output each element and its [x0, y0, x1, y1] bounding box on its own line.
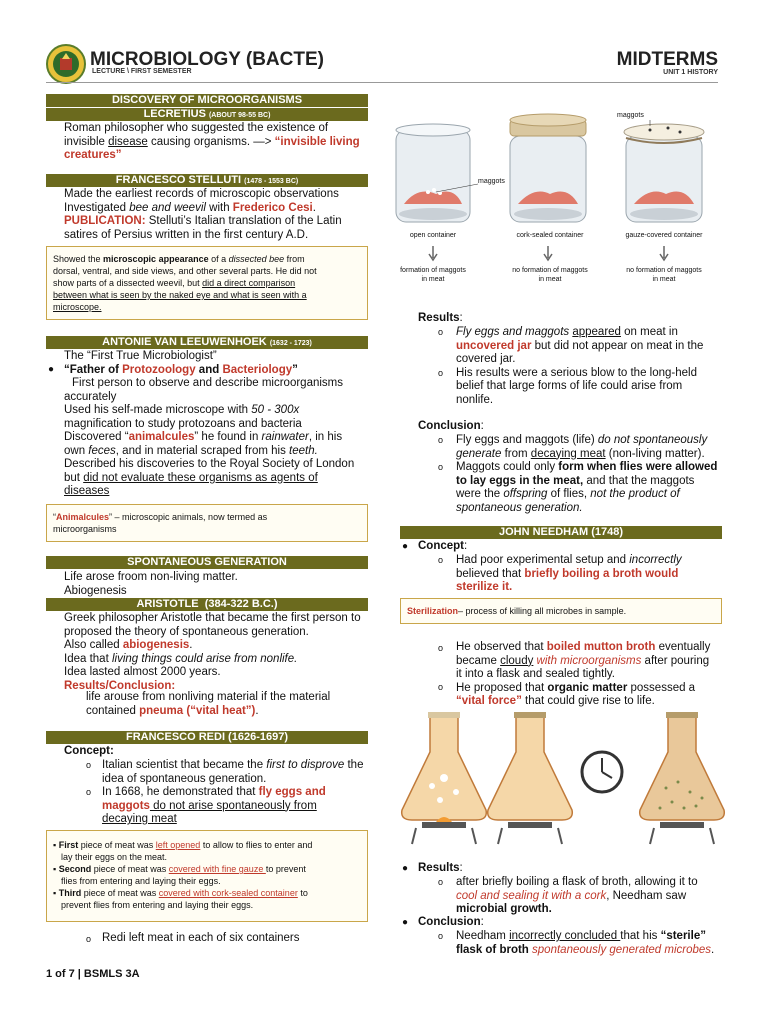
text-line: cool and sealing it with a cork, Needham saw	[456, 889, 687, 902]
text-line: First person to observe and describe microorganisms	[72, 377, 344, 389]
text-line: Abiogenesis	[64, 584, 127, 597]
section-heading-leeuwenhoek: ANTONIE VAN LEEUWENHOEK (1632 - 1723)	[46, 336, 368, 349]
needham-concept	[456, 554, 722, 595]
text-line: Concept:	[64, 745, 114, 757]
section-heading-needham: JOHN NEEDHAM (1748)	[400, 526, 722, 539]
text-line: Discovered “animalcules” he found in rainwater, in his	[64, 431, 343, 443]
circle-bullet-icon: o	[438, 877, 444, 887]
circle-bullet-icon: o	[86, 760, 92, 770]
section-heading-spontaneous: SPONTANEOUS GENERATION	[46, 556, 368, 569]
text-line: idea of spontaneous generation.	[102, 772, 267, 785]
needham-flask-figure	[396, 712, 728, 846]
text-line: Made the earliest records of microscopic observations	[64, 188, 339, 200]
section-heading-redi: FRANCESCO REDI (1626-1697)	[46, 731, 368, 744]
redi-six-containers: Redi left meat in each of six containers	[102, 932, 300, 944]
cork-sealed-jar	[510, 114, 586, 222]
text-line: Life arose froom non-living matter.	[64, 571, 238, 583]
open-jar	[396, 124, 470, 222]
header-divider	[46, 82, 718, 83]
text-line: diseases	[64, 485, 110, 497]
text-line: creatures”	[64, 149, 122, 161]
jar-outcome-1: formation of maggots in meat	[400, 267, 466, 283]
stelluti-note-box	[46, 246, 368, 320]
circle-bullet-icon: o	[438, 327, 444, 337]
page-footer: 1 of 7 | BSMLS 3A	[46, 968, 140, 980]
aristotle-result	[86, 691, 368, 718]
jar-label-cork: cork-sealed container	[516, 232, 584, 239]
text-line: magnification to study protozoans and bacteria	[64, 417, 302, 430]
circle-bullet-icon: o	[438, 643, 444, 653]
text-line: uncovered jar but did not appear on meat in the	[456, 339, 704, 352]
text-line: Results/Conclusion:	[64, 679, 176, 692]
stelluti-text	[64, 188, 368, 242]
sterilization-note-box: Sterilization– process of killing all microbes in sample.	[400, 598, 722, 624]
circle-bullet-icon: o	[438, 555, 444, 565]
jar-label-open: open container	[409, 232, 457, 239]
text-line: flies from entering and laying their eggs.	[61, 876, 221, 886]
text-line: Fly eggs and maggots (life) do not spontaneously	[456, 434, 708, 446]
section-heading-stelluti: FRANCESCO STELLUTI (1478 - 1553 BC)	[46, 174, 368, 187]
clock-icon	[582, 752, 622, 792]
text-line: accurately	[64, 390, 117, 403]
circle-bullet-icon: o	[438, 435, 444, 445]
text-line: microorganisms	[53, 524, 117, 534]
cloudy-flask	[640, 712, 725, 844]
redi-results	[456, 326, 722, 407]
text-line: Described his discoveries to the Royal Society of London	[64, 458, 355, 470]
gauze-covered-jar	[624, 124, 704, 222]
leeuwenhoek-text	[64, 350, 368, 499]
text-line: His results were a serious blow to the long-held	[456, 366, 697, 379]
needham-conclusion-label: Conclusion:	[418, 916, 484, 928]
redi-concept	[64, 745, 368, 759]
maggots-label-top: maggots	[617, 112, 644, 119]
bullet-icon: ●	[402, 863, 409, 874]
needham-conclusion	[456, 930, 722, 957]
bullet-icon: ●	[48, 364, 55, 375]
text-line: belief that large forms of life could arise from	[456, 380, 683, 392]
text-line: Greek philosopher Aristotle that became the first person to	[64, 612, 361, 624]
text-line: show parts of a dissected weevil, but did a direct comparison	[53, 278, 296, 288]
text-line: Showed the microscopic appearance of a dissected bee from	[53, 254, 305, 264]
text-line: nonlife.	[456, 393, 494, 406]
jar-label-gauze: gauze-covered container	[625, 232, 703, 239]
maggots-label-mid: maggots	[478, 178, 505, 185]
needham-concept-label: Concept:	[418, 540, 468, 552]
text-line: Maggots could only form when flies were allowed	[456, 461, 718, 473]
text-line: but did not evaluate these organisms as agents of	[64, 471, 318, 484]
jar-outcome-2: no formation of maggots in meat	[512, 267, 588, 283]
circle-bullet-icon: o	[86, 934, 92, 944]
needham-results	[456, 876, 722, 917]
text-line: ▪ Third piece of meat was covered with cork-sealed container to	[53, 888, 308, 898]
document-subtitle: LECTURE \ FIRST SEMESTER	[92, 68, 192, 75]
text-line: maggots do not arise spontaneously from	[102, 799, 317, 812]
text-line: after briefly boiling a flask of broth, allowing it to	[456, 876, 698, 888]
redi-conclusion-label: Conclusion:	[418, 420, 484, 432]
text-line: Also called abiogenesis.	[64, 639, 193, 651]
section-heading-lecretius	[46, 108, 368, 121]
sealed-flask	[488, 712, 573, 844]
lecretius-name: LECRETIUS	[143, 108, 206, 120]
text-line: lay their eggs on the meat.	[61, 852, 168, 862]
text-line: Idea lasted almost 2000 years.	[64, 666, 221, 678]
circle-bullet-icon: o	[86, 787, 92, 797]
circle-bullet-icon: o	[438, 931, 444, 941]
circle-bullet-icon: o	[438, 682, 444, 692]
text-line: The “First True Microbiologist”	[64, 350, 217, 362]
text-line: between what is seen by the naked eye and what is seen with a	[53, 290, 307, 300]
text-line: “vital force” that could give rise to life.	[456, 695, 655, 707]
text-line: prevent flies from entering and laying their eggs.	[61, 900, 254, 910]
text-line: spontaneous generation.	[456, 501, 583, 514]
text-line: Fly eggs and maggots appeared on meat in	[456, 326, 678, 338]
text-line: it into a flask and sealed tightly.	[456, 668, 615, 680]
redi-meat-box	[46, 830, 368, 922]
text-line: PUBLICATION: Stelluti’s Italian translation of the Latin	[64, 215, 342, 227]
text-line: covered jar.	[456, 353, 516, 365]
text-line: He proposed that organic matter possessed a	[456, 681, 696, 694]
text-line: decaying meat	[102, 813, 177, 825]
section-heading-aristotle: ARISTOTLE (384-322 B.C.)	[46, 598, 368, 611]
animalcules-note-box	[46, 504, 368, 542]
text-line: Italian scientist that became the first to disprove the	[102, 759, 364, 771]
lecretius-text	[64, 122, 368, 163]
redi-concept-items	[102, 759, 368, 827]
text-line: dorsal, ventral, and side views, and other several parts. He did not	[53, 266, 317, 276]
text-line: Needham incorrectly concluded that his “sterile”	[456, 930, 706, 942]
unit-label: UNIT 1 HISTORY	[663, 69, 718, 76]
text-line: became cloudy with microorganisms after pouring	[456, 654, 710, 667]
bullet-icon: ●	[402, 541, 409, 552]
text-line: flask of broth spontaneously generated microbes.	[456, 943, 715, 956]
text-line: microbial growth.	[456, 903, 552, 915]
document-title: MICROBIOLOGY (BACTE)	[90, 49, 324, 70]
section-heading-discovery: DISCOVERY OF MICROORGANISMS	[46, 94, 368, 107]
text-line: were the offspring of flies, not the product of	[456, 488, 680, 500]
text-line: believed that briefly boiling a broth would	[456, 567, 679, 580]
aristotle-text	[64, 612, 368, 693]
text-line: In 1668, he demonstrated that fly eggs and	[102, 786, 326, 798]
text-line: Had poor experimental setup and incorrectly	[456, 554, 682, 566]
text-line: proposed the theory of spontaneous generation.	[64, 625, 309, 638]
text-line: generate from decaying meat (non-living matter).	[456, 447, 705, 460]
circle-bullet-icon: o	[438, 368, 444, 378]
text-line: life arouse from nonliving material if the material	[86, 691, 331, 703]
circle-bullet-icon: o	[438, 462, 444, 472]
text-line: to lay eggs in the meat, and that the maggots	[456, 474, 695, 487]
needham-observations	[456, 641, 722, 709]
redi-conclusion	[456, 434, 722, 515]
text-line: microscope.	[53, 302, 102, 312]
text-line: satires of Persius written in the first century A.D.	[64, 228, 309, 241]
text-line: ▪ Second piece of meat was covered with fine gauze to prevent	[53, 864, 306, 874]
redi-results-label: Results:	[418, 312, 463, 324]
text-line: Used his self-made microscope with 50 - 300x	[64, 404, 300, 416]
text-line: contained pneuma (“vital heat”).	[86, 704, 259, 717]
jar-outcome-3: no formation of maggots in meat	[626, 267, 702, 283]
text-line: Roman philosopher who suggested the existence of	[64, 122, 329, 134]
exam-title: MIDTERMS	[616, 49, 718, 70]
text-line: own feces, and in material scraped from his teeth.	[64, 444, 318, 457]
lecretius-years: (ABOUT 98-55 BC)	[208, 112, 271, 119]
spontaneous-text	[64, 571, 368, 598]
redi-experiment-figure	[388, 106, 724, 292]
text-line: Investigated bee and weevil with Frederico Cesi.	[64, 201, 316, 214]
text-line: He observed that boiled mutton broth eventually	[456, 641, 711, 653]
boiling-flask	[402, 712, 487, 844]
text-line: sterilize it.	[456, 581, 513, 593]
text-line: Idea that living things could arise from nonlife.	[64, 652, 298, 665]
text-line: “Father of Protozoology and Bacteriology”	[64, 363, 298, 376]
text-line: ▪ First piece of meat was left opened to allow to flies to enter and	[53, 840, 313, 850]
needham-results-label: Results:	[418, 862, 463, 874]
text-line: “Animalcules” – microscopic animals, now termed as	[53, 512, 268, 522]
bullet-icon: ●	[402, 917, 409, 928]
school-logo	[46, 44, 86, 84]
text-line: invisible disease causing organisms. —> “invisible living	[64, 135, 360, 148]
